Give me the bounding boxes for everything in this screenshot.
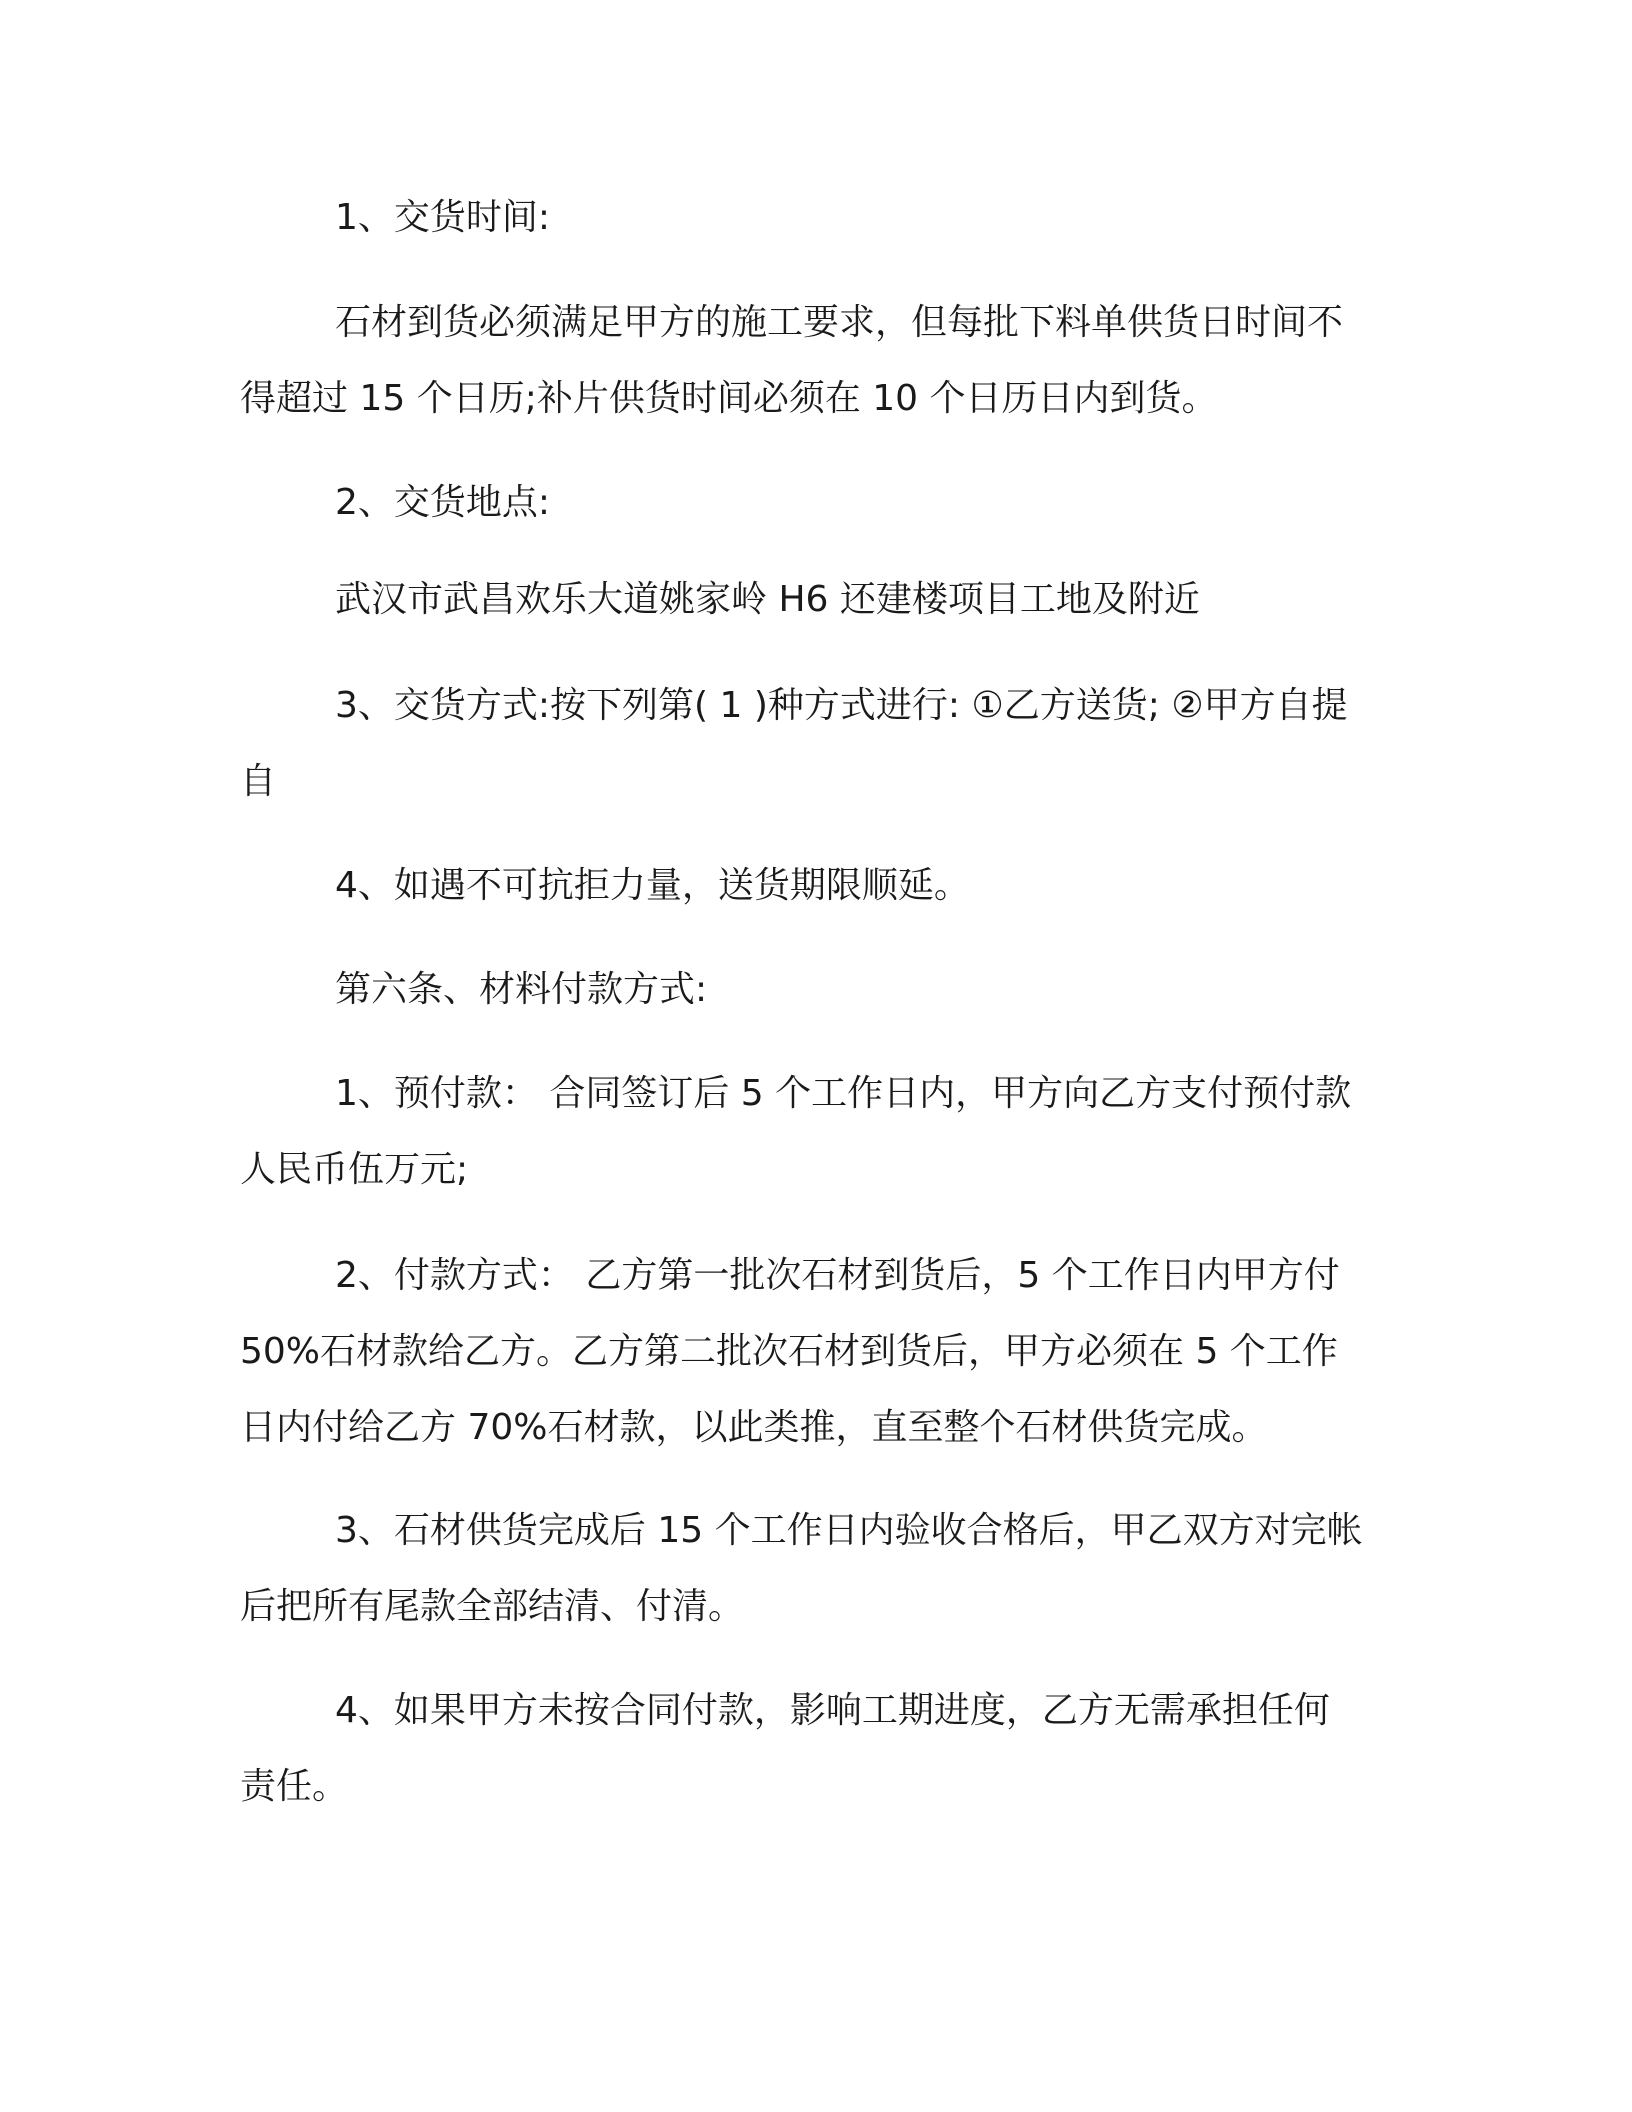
paragraph-delivery-place-body xyxy=(240,562,1386,638)
text-line: 4、如果甲方未按合同付款，影响工期进度，乙方无需承担任何 xyxy=(335,1690,1330,1731)
paragraph-final-settlement xyxy=(240,1493,1386,1645)
paragraph-payment-method xyxy=(240,1238,1386,1466)
text-line: 3、交货方式:按下列第( 1 )种方式进行: ①乙方送货; ②甲方自提 xyxy=(335,685,1348,726)
paragraph-advance-payment xyxy=(240,1056,1386,1208)
text-line: 武汉市武昌欢乐大道姚家岭 H6 还建楼项目工地及附近 xyxy=(335,579,1200,620)
text-line: 第六条、材料付款方式: xyxy=(335,969,708,1010)
paragraph-force-majeure xyxy=(240,848,1386,924)
text-line: 50%石材款给乙方。乙方第二批次石材到货后，甲方必须在 5 个工作 xyxy=(240,1331,1338,1372)
text-line: 3、石材供货完成后 15 个工作日内验收合格后，甲乙双方对完帐 xyxy=(335,1510,1363,1551)
text-line: 2、付款方式： 乙方第一批次石材到货后，5 个工作日内甲方付 xyxy=(335,1255,1340,1296)
text-line: 自 xyxy=(240,761,277,802)
paragraph-delivery-time-heading xyxy=(240,180,1386,256)
text-line: 2、交货地点: xyxy=(335,482,551,523)
text-line: 日内付给乙方 70%石材款，以此类推，直至整个石材供货完成。 xyxy=(240,1407,1268,1448)
paragraph-delivery-method xyxy=(240,668,1386,820)
paragraph-delivery-place-heading xyxy=(240,465,1386,541)
paragraph-delivery-time-body xyxy=(240,285,1386,437)
text-line: 1、预付款： 合同签订后 5 个工作日内，甲方向乙方支付预付款 xyxy=(335,1073,1352,1114)
text-line: 责任。 xyxy=(240,1766,349,1807)
paragraph-liability xyxy=(240,1673,1386,1825)
text-line: 4、如遇不可抗拒力量，送货期限顺延。 xyxy=(335,865,970,906)
text-line: 1、交货时间: xyxy=(335,197,551,238)
paragraph-article-six-heading xyxy=(240,952,1386,1028)
text-line: 人民币伍万元; xyxy=(240,1149,469,1190)
text-line: 后把所有尾款全部结清、付清。 xyxy=(240,1586,745,1627)
text-line: 得超过 15 个日历;补片供货时间必须在 10 个日历日内到货。 xyxy=(240,378,1218,419)
text-line: 石材到货必须满足甲方的施工要求，但每批下料单供货日时间不 xyxy=(335,302,1344,343)
